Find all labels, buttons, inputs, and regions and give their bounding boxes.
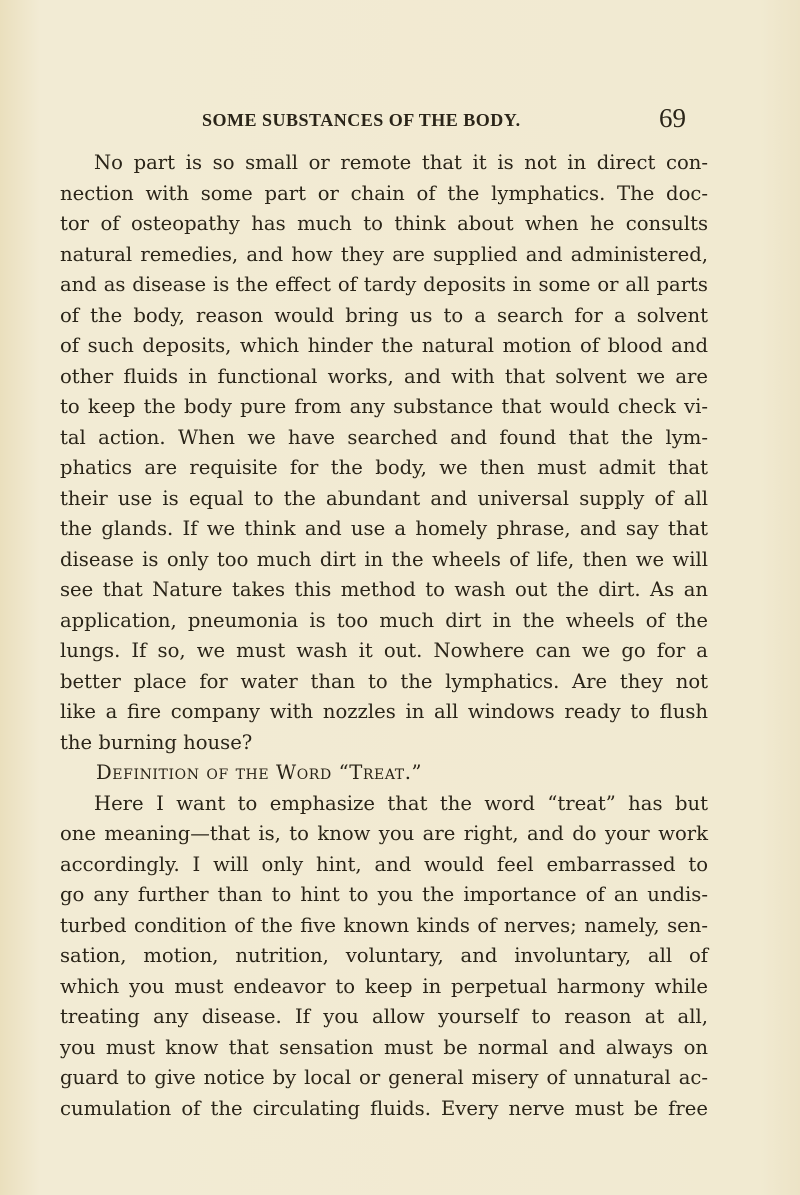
text-line: treating any disease. If you allow yourself to reason at all, (60, 1005, 708, 1028)
text-line: the burning house? (60, 730, 253, 754)
paragraph-lymphatics (60, 148, 708, 758)
page-header (0, 103, 800, 144)
text-line: of the body, reason would bring us to a search for a solvent (60, 303, 708, 327)
text-line: accordingly. I will only hint, and would feel embarrassed to (60, 852, 708, 876)
text-line: better place for water than to the lymphatics. Are they not (60, 669, 708, 693)
text-line: natural remedies, and how they are supplied and administered, (60, 242, 708, 266)
text-line: of such deposits, which hinder the natural motion of blood and (60, 334, 708, 357)
text-line: No part is so small or remote that it is not in direct con- (94, 151, 708, 174)
text-line: go any further than to hint to you the importance of an undis- (60, 883, 708, 906)
text-line: tal action. When we have searched and found that the lym- (60, 425, 708, 449)
text-line: turbed condition of the five known kinds of nerves; namely, sen- (60, 913, 708, 937)
text-line: their use is equal to the abundant and universal supply of all (60, 486, 708, 510)
text-line: lungs. If so, we must wash it out. Nowhere can we go for a (60, 639, 708, 662)
text-line: you must know that sensation must be normal and always on (60, 1035, 708, 1059)
text-line: cumulation of the circulating fluids. Every nerve must be free (60, 1096, 708, 1120)
text-line: Here I want to emphasize that the word “treat” has but (94, 791, 708, 815)
text-line: sation, motion, nutrition, voluntary, and involuntary, all of (60, 944, 708, 967)
text-line: other fluids in functional works, and with that solvent we are (60, 364, 708, 388)
text-line: like a fire company with nozzles in all windows ready to flush (60, 700, 708, 723)
text-line: to keep the body pure from any substance that would check vi- (60, 395, 708, 418)
text-line: tor of osteopathy has much to think about when he consults (60, 212, 708, 235)
text-line: nection with some part or chain of the lymphatics. The doc- (60, 181, 708, 205)
running-head: SOME SUBSTANCES OF THE BODY. (202, 110, 521, 130)
text-line: disease is only too much dirt in the wheels of life, then we will (60, 547, 708, 571)
page-number: 69 (659, 103, 686, 133)
text-line: the glands. If we think and use a homely phrase, and say that (60, 517, 708, 540)
text-line: which you must endeavor to keep in perpetual harmony while (60, 974, 708, 998)
section-heading: Definition of the Word “Treat.” (96, 761, 423, 784)
body-text (60, 148, 708, 1124)
text-line: see that Nature takes this method to wash out the dirt. As an (60, 578, 708, 601)
text-line: phatics are requisite for the body, we then must admit that (60, 456, 708, 479)
text-line: guard to give notice by local or general misery of unnatural ac- (60, 1066, 708, 1089)
paragraph-treat (60, 789, 708, 1125)
text-line: one meaning—that is, to know you are right, and do your work (60, 822, 708, 845)
text-line: application, pneumonia is too much dirt in the wheels of the (60, 608, 708, 632)
text-line: and as disease is the effect of tardy deposits in some or all parts (60, 273, 708, 296)
